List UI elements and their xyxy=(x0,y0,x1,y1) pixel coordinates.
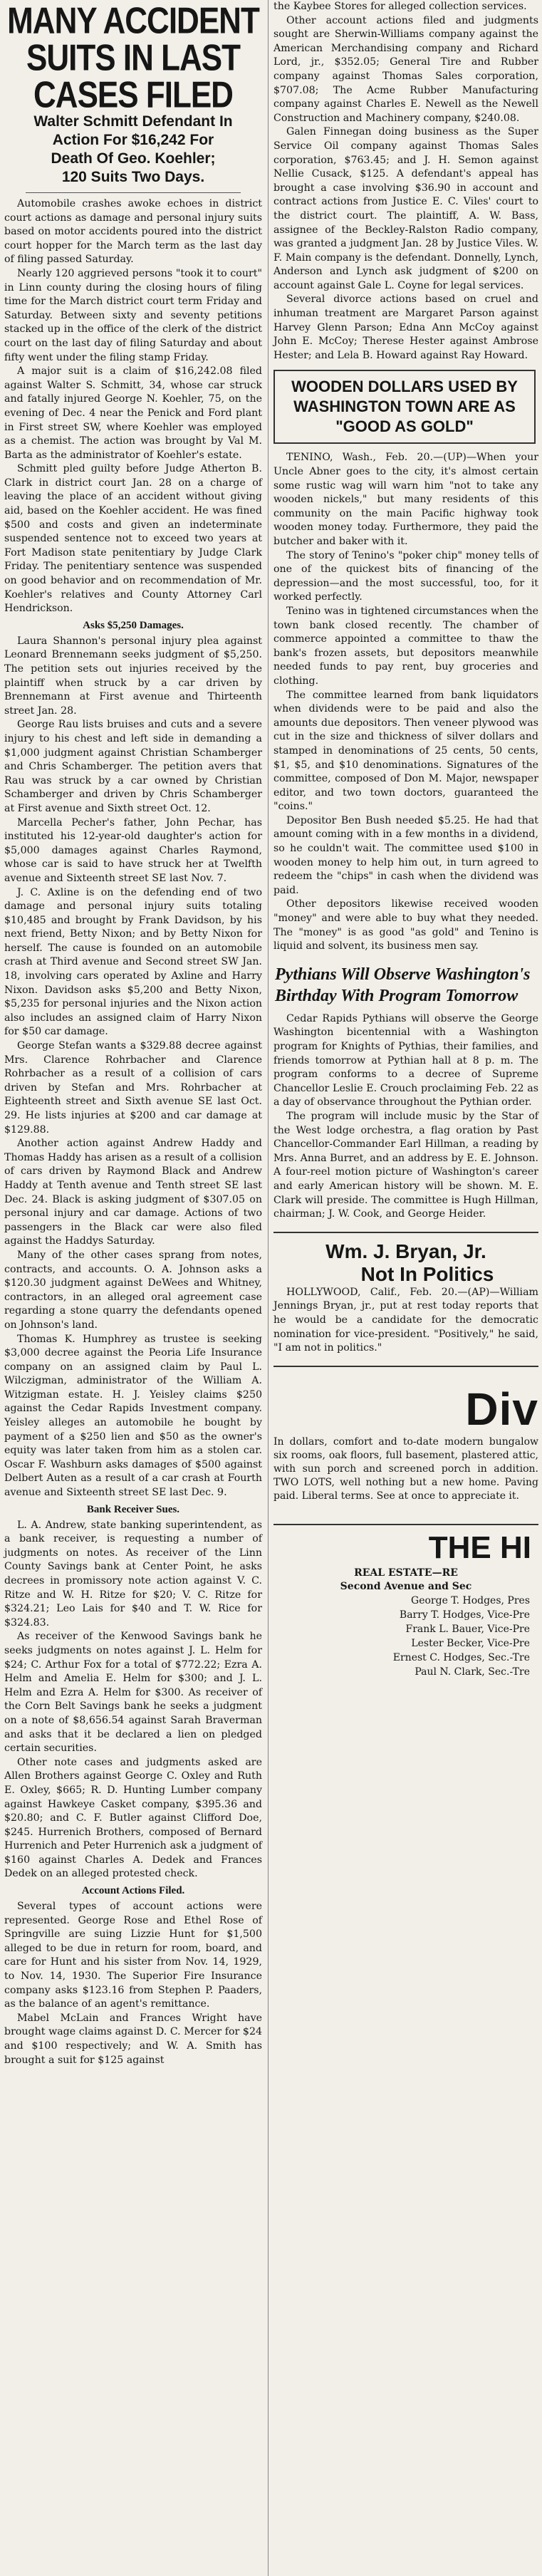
wooden-dollars-body xyxy=(273,451,538,953)
divider xyxy=(26,192,241,193)
paragraph: Galen Finnegan doing business as the Super Service Oil company against Thomas Sales corporation, $763.45; and J. H. Semon against Nellie Cusack, $125. A defendant's appeal has brought a case involving $36.90 in account and contract actions from Justice E. C. Viles' court to the district court. The plaintiff, A. W. Bass, assignee of the Beckley-Ralston Radio company, was granted a judgment Jan. 28 by Justice Viles. W. F. Main company is the defendant. Donnelly, Lynch, Anderson and Lynch ask judgment of $200 on account against Gale L. Coyne for legal services. xyxy=(273,126,538,291)
paragraph: Thomas K. Humphrey as trustee is seeking $3,000 decree against the Peoria Life Insurance company on an assigned claim by Paul L. Wilczigman, administrator of the William A. Witzigman estate. H. J. Yeisley claims $250 against the Cedar Rapids Investment company. Yeisley alleges an automobile he bought by payment of a $250 lien and $50 as the owner's equity was later taken from him as a stolen car. Oscar F. Washburn asks damages of $500 against Delbert Auten as a result of a car crash at Fourth avenue and Sixteenth street SE last Dec. 9. xyxy=(4,1333,262,1499)
deck-line: Walter Schmitt Defendant In xyxy=(33,113,233,130)
subhead: Asks $5,250 Damages. xyxy=(83,619,184,631)
headline-deck xyxy=(9,113,258,187)
subhead: Bank Receiver Sues. xyxy=(86,1503,180,1515)
paragraph: Cedar Rapids Pythians will observe the George Washington bicentennial with a Washington program for Knights of Pythias, their families, and friends tomorrow at Pythian hall at 8 p. m. The program conforms to a decree of Supreme Chancellor Leslie E. Crouch proclaiming Feb. 22 as a day of observance throughout the Pythian order. xyxy=(273,1012,538,1108)
paragraph: HOLLYWOOD, Calif., Feb. 20.—(AP)—William Jennings Bryan, jr., put at rest today reports that he would be a candidate for the democratic nomination for vice-president. "Positively," he said, "I am not in politics." xyxy=(273,1286,538,1354)
paragraph: J. C. Axline is on the defending end of two damage and personal injury suits totaling $10,485 and brought by Frank Davidson, by his next friend, Betty Nixon; and by Betty Nixon for herself. The cause is founded on an automobile crash at Third avenue and Second street SW Jan. 18, involving cars operated by Axline and Harry Nixon. Davidson asks $5,200 and Betty Nixon, $5,235 for personal injuries and the Nixon action also includes an assigned claim of Harry Nixon for $50 car damage. xyxy=(4,886,262,1038)
paragraph: L. A. Andrew, state banking superintendent, as a bank receiver, is requesting a number of judgments on notes. As receiver of the Linn County Savings bank at Center Point, he asks decrees in promissory note action against V. C. Ritze and W. H. Ritze for $20; V. C. Ritze for $324.21; Leo Lais for $40 and T. W. Rice for $324.83. xyxy=(4,1519,262,1629)
paragraph: Laura Shannon's personal injury plea against Leonard Brennemann seeks judgment of $5,250. The petition sets out injuries received by the plaintiff when struck by a car driven by Brennemann at First avenue and Thirteenth street Jan. 28. xyxy=(4,635,262,717)
paragraph: Nearly 120 aggrieved persons "took it to court" in Linn county during the closing hours of filing time for the March district court term Friday and Saturday. Between sixty and seventy petitions stacked up in the office of the clerk of the district court on the last day of filing Saturday and about fifty went under the filing stamp Friday. xyxy=(4,267,262,363)
paragraph: Other account actions filed and judgments sought are Sherwin-Williams company against the American Merchandising company and Richard Lord, jr., $352.05; General Tire and Rubber company against Thomas Sales corporation, $707.08; The Acme Rubber Manufacturing company against Charles E. Newell as the Newell Construction and Machinery company, $240.08. xyxy=(273,14,538,124)
paragraph: Mabel McLain and Frances Wright have brought wage claims against D. C. Mercer for $24 and $100 respectively; and W. A. Smith has brought a suit for $125 against xyxy=(4,2012,262,2066)
headline-line: Not In Politics xyxy=(360,1262,494,1285)
realty-ad-subheading: REAL ESTATE—RE xyxy=(354,1567,458,1579)
paragraph: Depositor Ben Bush needed $5.25. He had that amount coming with in a few months in a dividend, so he couldn't wait. The committee used $100 in wooden money to help him out, in turn agreed to redeem the "chips" in cash when the dividend was paid. xyxy=(273,814,538,896)
paragraph: The story of Tenino's "poker chip" money tells of one of the quickest bits of financing of the depression—and the most successful, too, for it worked perfectly. xyxy=(273,549,538,603)
right-column xyxy=(273,0,538,2576)
realty-ad-address: Second Avenue and Sec xyxy=(340,1580,472,1592)
paragraph: The committee learned from bank liquidators when dividends were to be paid and also the amounts due depositors. Then veneer plywood was cut in the size and thickness of silver dollars and stamped in denominations of 25 cents, 50 cents, $1, $5, and $10 denominations. Signatures of the committee, composed of Don M. Major, newspaper editor, and two town doctors, guaranteed the "coins." xyxy=(273,689,538,813)
deck-line: Action For $16,242 For xyxy=(52,132,214,148)
headline-line: Wm. J. Bryan, Jr. xyxy=(325,1240,486,1262)
column-rule xyxy=(268,0,269,2576)
paragraph: Several types of account actions were represented. George Rose and Ethel Rose of Springville are suing Lizzie Hunt for $1,500 alleged to be due in return for room, board, and care for Hunt and his sister from Nov. 14, 1929, to Nov. 14, 1930. The Superior Fire Insurance company asks $123.16 from Stephen P. Paaders, as the balance of an agent's remittance. xyxy=(4,1901,262,2010)
wooden-dollars-headline: WOODEN DOLLARS USED BY WASHINGTON TOWN ARE AS "GOOD AS GOLD" xyxy=(273,370,536,444)
officer-line: Paul N. Clark, Sec.-Tre xyxy=(415,1666,530,1678)
paragraph: As receiver of the Kenwood Savings bank he seeks judgments on notes against J. L. Helm for $24; C. Arthur Fox for a total of $772.22; Ezra A. Helm and Amelia E. Helm for $300; and J. L. Helm and Ezra A. Helm for $300. As receiver of the Corn Belt Savings bank he seeks a judgment on a note of $8,656.54 against Sarah Braverman and asks that it be declared a lien on pledged certain securities. xyxy=(4,1631,262,1755)
paragraph: the Kaybee Stores for alleged collection services. xyxy=(273,1,527,12)
officer-line: Lester Becker, Vice-Pre xyxy=(411,1637,530,1649)
paragraph: Other depositors likewise received wooden "money" and were able to buy what they needed. The "money" is as good "as gold" and Tenino is liquid and solvent, its business men say. xyxy=(273,898,538,952)
paragraph: Automobile crashes awoke echoes in district court actions as damage and personal injury suits based on motor accidents poured into the district court hopper for the March term as the last day of filing passed Saturday. xyxy=(4,198,262,266)
paragraph: George Stefan wants a $329.88 decree against Mrs. Clarence Rohrbacher and Clarence Rohrbacher as a result of a collision of cars driven by Stefan and Mrs. Rohrbacher at Eighteenth street and Sixth avenue SE last Oct. 29. He lists injuries at $200 and car damage at $129.88. xyxy=(4,1040,262,1136)
left-column xyxy=(4,0,262,2576)
paragraph: Marcella Pecher's father, John Pechar, has instituted his 12-year-old daughter's action for $5,000 damages against Charles Raymond, whose car is said to have struck her at Twelfth avenue and Sixteenth street SE last Nov. 7. xyxy=(4,816,262,884)
subhead: Account Actions Filed. xyxy=(81,1885,185,1897)
paragraph: TENINO, Wash., Feb. 20.—(UP)—When your Uncle Abner goes to the city, it's almost certain some rustic wag will warn him "not to take any wooden nickels," but many residents of this community on the main Pacific highway took wooden money today. Furthermore, they paid the butcher and baker with it. xyxy=(273,452,538,547)
officer-line: George T. Hodges, Pres xyxy=(411,1594,530,1606)
paragraph: Other note cases and judgments asked are Allen Brothers against George C. Oxley and Ruth E. Oxley, $665; R. D. Hunting Lumber company against Hawkeye Casket company, $395.36 and $20.80; and C. F. Butler against Clifford Doe, $245. Hurrenich Brothers, composed of Bernard Hurrenich and Peter Hurrenich ask a judgment of $160 against Charles A. Dedek and Frances Dedek on an alleged protested check. xyxy=(4,1756,262,1880)
officer-line: Barry T. Hodges, Vice-Pre xyxy=(399,1609,530,1621)
paragraph: Tenino was in tightened circumstances when the town bank closed recently. The chamber of commerce appointed a committee to thaw the bank's frozen assets, but depositors meanwhile needed funds to pay rent, buy groceries and clothing. xyxy=(273,605,538,687)
paragraph: Another action against Andrew Haddy and Thomas Haddy has arisen as a result of a collision of cars driven by Raymond Black and Andrew Haddy at Tenth avenue and Tenth street SE last Dec. 24. Black is asking judgment of $307.05 on personal injury and car damage. Actions of two passengers in the Black car were also filed against the Haddys Saturday. xyxy=(4,1138,262,1247)
realty-ad-officers xyxy=(273,1594,538,1679)
article-continuation xyxy=(273,0,538,363)
deck-line: Death Of Geo. Koehler; xyxy=(51,150,216,167)
paragraph: Schmitt pled guilty before Judge Atherton B. Clark in district court Jan. 28 on a charge of leaving the place of an accident without giving aid, based on the Koehler accident. He was fined $500 and costs and given an indeterminate suspended sentence not to exceed two years at Fort Madison state penitentiary by Judge Clark Friday. The penitentiary sentence was suspended on good behavior and on recommendation of Mr. Koehler's relatives and County Attorney Carl Hendrickson. xyxy=(4,463,262,615)
article-body xyxy=(4,197,262,2067)
pythians-body xyxy=(273,1012,538,1222)
pythians-headline: Pythians Will Observe Washington's Birthday With Program Tomorrow xyxy=(275,965,531,1005)
main-headline: MANY ACCIDENT SUITS IN LAST CASES FILED xyxy=(7,0,259,116)
paragraph: Many of the other cases sprang from notes, contracts, and accounts. O. A. Johnson asks a $120.30 judgment against DeWees and Whitney, contractors, in an alleged oral agreement case regarding a stone quarry the defendants opened on Johnson's land. xyxy=(4,1249,262,1331)
paragraph: The program will include music by the Star of the West lodge orchestra, a flag oration by Past Chancellor-Commander Earl Hillman, a reading by Mrs. Anna Burret, and an address by E. E. Johnson. A four-reel motion picture of Washington's career and early American history will be shown. M. E. Clark will preside. The committee is Hugh Hillman, chairman; J. W. Cook, and George Heider. xyxy=(273,1110,538,1220)
officer-line: Ernest C. Hodges, Sec.-Tre xyxy=(392,1651,530,1663)
realty-ad-heading: THE HI xyxy=(273,1524,538,1567)
bungalow-ad xyxy=(273,1366,538,1524)
paragraph: Several divorce actions based on cruel and inhuman treatment are Margaret Parson against Harvey Glenn Parson; Edna Ann McCoy against John E. McCoy; Therese Hester against Ambrose Hester; and Lela B. Howard against Ray Howard. xyxy=(273,294,538,361)
deck-line: 120 Suits Two Days. xyxy=(61,169,205,185)
officer-line: Frank L. Bauer, Vice-Pre xyxy=(405,1623,530,1635)
ad-text: In dollars, comfort and to-date modern bungalow six rooms, oak floors, full basement, plastered attic, with sun porch and screened porch in addition. TWO LOTS, well nothing but a new home. Paving paid. Liberal terms. See at once to appreciate it. xyxy=(273,1435,538,1502)
paragraph: A major suit is a claim of $16,242.08 filed against Walter S. Schmitt, 34, whose car struck and fatally injured George N. Koehler, 75, on the evening of Dec. 4 near the Penick and Ford plant in First street SW, where Koehler was employed as a chemist. The action was brought by Val M. Barta as the administrator of Koehler's estate. xyxy=(4,365,262,461)
ad-heading: Div xyxy=(465,1383,538,1435)
bryan-body xyxy=(273,1286,538,1356)
paragraph: George Rau lists bruises and cuts and a severe injury to his chest and left side in demanding a $1,000 judgment against Christian Schamberger and Chris Schamberger. The petition avers that Rau was struck by a car owned by Christian Schamberger and driven by Chris Schamberger at First avenue and Sixth street Oct. 12. xyxy=(4,719,262,814)
bryan-headline xyxy=(273,1232,538,1286)
